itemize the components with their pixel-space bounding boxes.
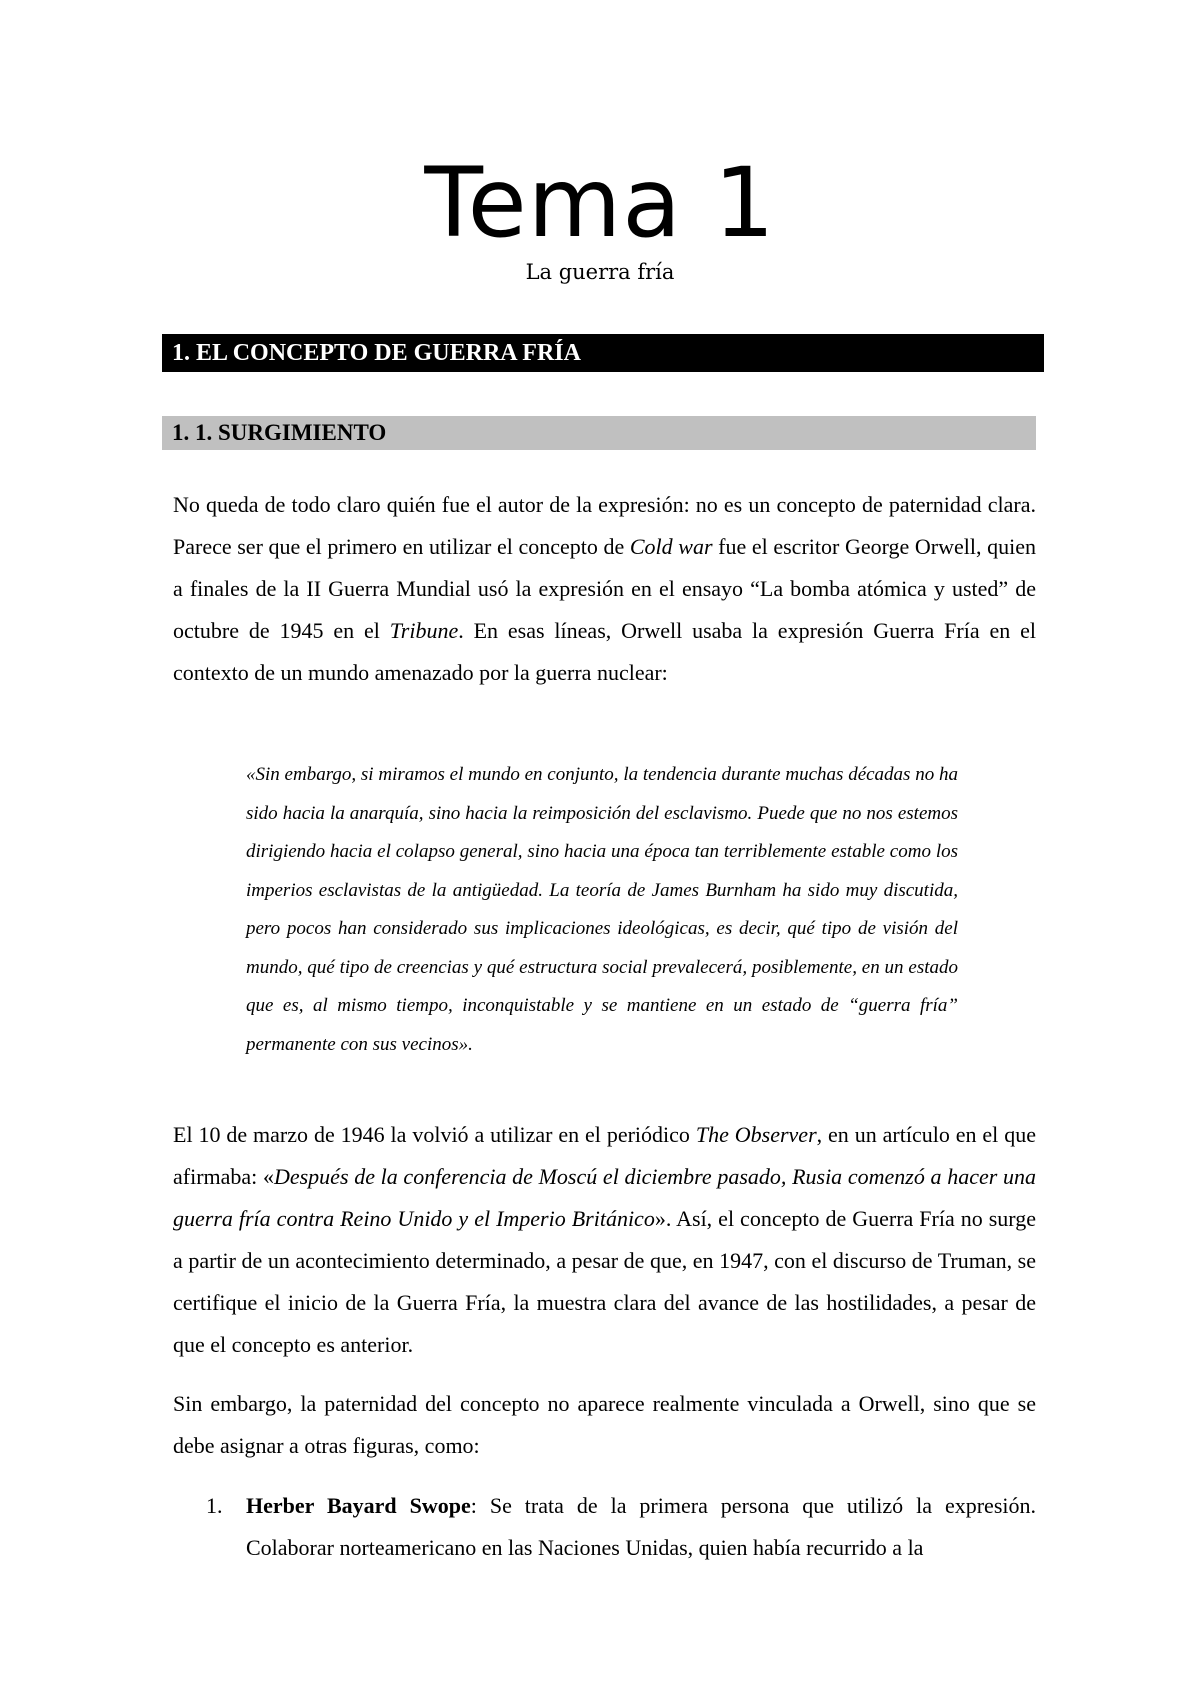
orwell-quote: «Sin embargo, si miramos el mundo en conjunto, la tendencia durante muchas décadas no ha sido hacia la anarquía, sino hacia la reimposición del esclavismo. Puede que no nos estemos dirigiendo hacia el colapso general, sino hacia una época tan terriblemente estable como los imperios esclavistas de la antigüedad. La teoría de James Burnham ha sido muy discutida, pero pocos han considerado sus implicaciones ideológicas, es decir, qué tipo de visión del mundo, qué tipo de creencias y qué estructura social prevalecerá, posiblemente, en un estado que es, al mismo tiempo, inconquistable y se mantiene en un estado de “guerra fría” permanente con sus vecinos». (246, 764, 958, 1055)
list-item-name: Herber Bayard Swope (246, 1493, 471, 1518)
paragraph-1-text-a: No queda de todo claro quién fue el autor de la expresión: no es un concepto de paternidad clara. Parece ser que el primero en utilizar el concepto de (173, 492, 1036, 559)
list-item-number: 1. (206, 1493, 223, 1518)
paragraph-1-italic-cold-war: Cold war (629, 534, 713, 559)
paragraph-2-italic-quote: Después de la conferencia de Moscú el diciembre pasado, Rusia comenzó a hacer una guerra fría contra Reino Unido y el Imperio Británico (173, 1164, 1036, 1231)
document-title: Tema 1 (424, 147, 776, 259)
paragraph-1-italic-tribune: Tribune (389, 618, 459, 643)
paragraph-2-italic-observer: The Observer (695, 1122, 817, 1147)
paragraph-2 (173, 1114, 1036, 1366)
paragraph-1-text-e: . En esas líneas, Orwell usaba la expresión Guerra Fría en el contexto de un mundo amenazado por la guerra nuclear: (173, 618, 1036, 685)
list-item-text: : Se trata de la primera persona que utilizó la expresión. Colaborar norteamericano en las Naciones Unidas, quien había recurrido a la (246, 1493, 1036, 1560)
section-heading: 1. EL CONCEPTO DE GUERRA FRÍA (162, 334, 1044, 372)
paragraph-1-text-c: fue el escritor George Orwell, quien a finales de la II Guerra Mundial usó la expresión en el ensayo “La bomba atómica y usted” de octubre de 1945 en el (173, 534, 1036, 643)
subsection-heading: 1. 1. SURGIMIENTO (162, 416, 1036, 450)
list-item (173, 1485, 1036, 1569)
document-subtitle: La guerra fría (525, 260, 675, 284)
paragraph-1 (173, 484, 1036, 694)
figures-list (173, 1485, 1036, 1569)
paragraph-2-text-a: El 10 de marzo de 1946 la volvió a utilizar en el periódico (173, 1122, 696, 1147)
paragraph-2-text-c: , en un artículo en el que afirmaba: « (173, 1122, 1036, 1189)
paragraph-3: Sin embargo, la paternidad del concepto no aparece realmente vinculada a Orwell, sino que se debe asignar a otras figuras, como: (173, 1391, 1036, 1458)
paragraph-2-text-e: ». Así, el concepto de Guerra Fría no surge a partir de un acontecimiento determinado, a pesar de que, en 1947, con el discurso de Truman, se certifique el inicio de la Guerra Fría, la muestra clara del avance de las hostilidades, a pesar de que el concepto es anterior. (173, 1206, 1036, 1357)
